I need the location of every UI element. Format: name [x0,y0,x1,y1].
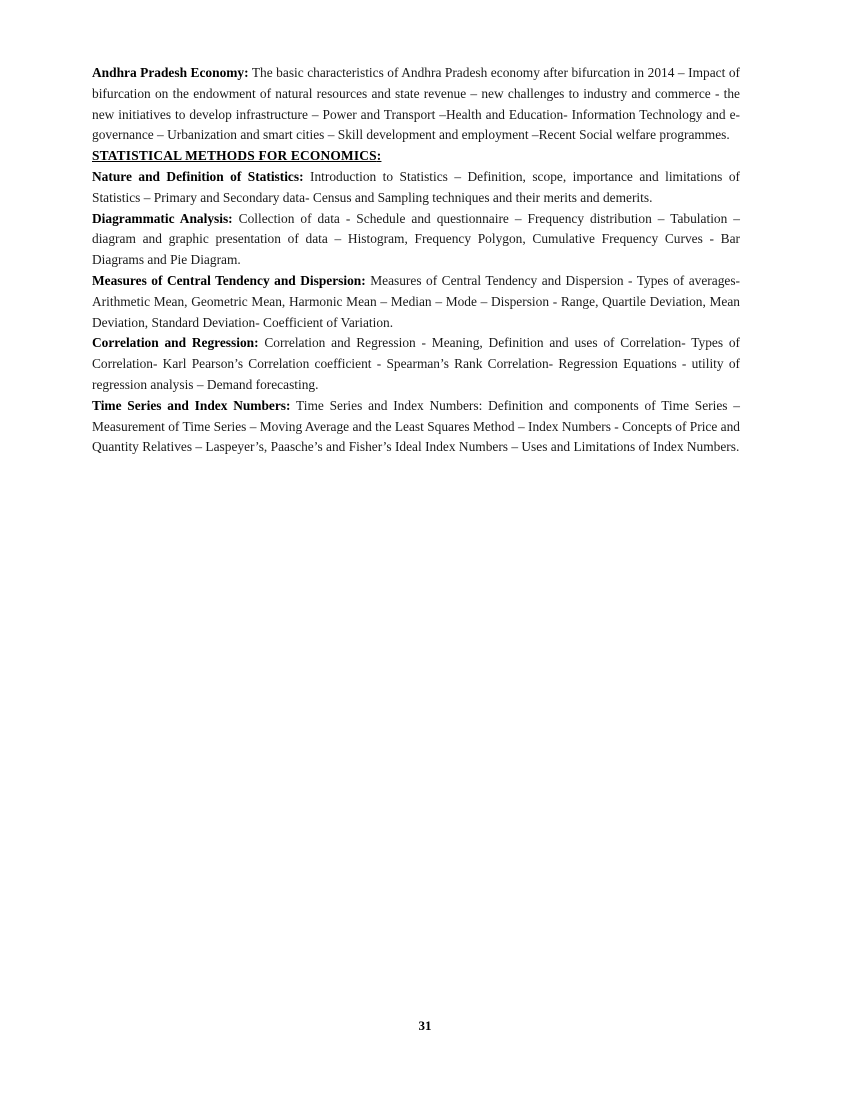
topic-text: Correlation and Regression - Meaning, Definition and uses of Correlation- Types of Correlation- Karl Pearson’s Correlation coefficient - Spearman’s Rank Correlation- Regression Equations - utility of regression analysis – Demand forecasting. [92,335,740,392]
topic-paragraph-diagrammatic-analysis [92,209,740,271]
topic-heading: Measures of Central Tendency and Dispersion: [92,272,366,288]
topic-heading: Nature and Definition of Statistics: [92,168,304,184]
topic-paragraph-correlation-regression [92,333,740,395]
section-title-colon: : [376,148,382,164]
topic-text: Time Series and Index Numbers: Definition and components of Time Series – Measurement of Time Series – Moving Average and the Least Squares Method – Index Numbers - Concepts of Price and Quantity Relatives – Laspeyer’s, Paasche’s and Fisher’s Ideal Index Numbers – Uses and Limitations of Index Numbers. [92,397,740,455]
topic-text: Collection of data - Schedule and questionnaire – Frequency distribution – Tabulation – diagram and graphic presentation of data – Histogram, Frequency Polygon, Cumulative Frequency Curves - Bar Diagrams and Pie Diagram. [92,210,740,268]
topic-paragraph-central-tendency [92,271,740,333]
topic-text: Measures of Central Tendency and Dispersion - Types of averages- Arithmetic Mean, Geometric Mean, Harmonic Mean – Median – Mode – Dispersion - Range, Quartile Deviation, Mean Deviation, Standard Deviation- Coefficient of Variation. [92,272,741,330]
andhra-pradesh-economy-text: The basic characteristics of Andhra Pradesh economy after bifurcation in 2014 – Impact of bifurcation on the endowment of natural resources and state revenue – new challenges to industry and commerce - the new initiatives to develop infrastructure – Power and Transport –Health and Education- Information Technology and e-governance – Urbanization and smart cities – Skill development and employment –Recent Social welfare programmes. [92,65,740,143]
topic-paragraph-time-series-index [92,396,740,458]
page-content [92,63,740,458]
section-heading [92,146,740,167]
topic-heading: Time Series and Index Numbers: [92,397,291,413]
topic-heading: Diagrammatic Analysis: [92,210,233,226]
topic-paragraph-nature-definition [92,167,740,209]
page-number: 31 [418,1018,432,1033]
topic-text: Introduction to Statistics – Definition, scope, importance and limitations of Statistics – Primary and Secondary data- Census and Sampling techniques and their merits and demerits. [92,168,741,205]
andhra-pradesh-economy-paragraph [92,63,740,146]
topic-heading: Correlation and Regression: [92,335,259,351]
section-title: STATISTICAL METHODS FOR ECONOMICS [92,148,377,164]
andhra-pradesh-economy-heading: Andhra Pradesh Economy: [92,65,249,80]
